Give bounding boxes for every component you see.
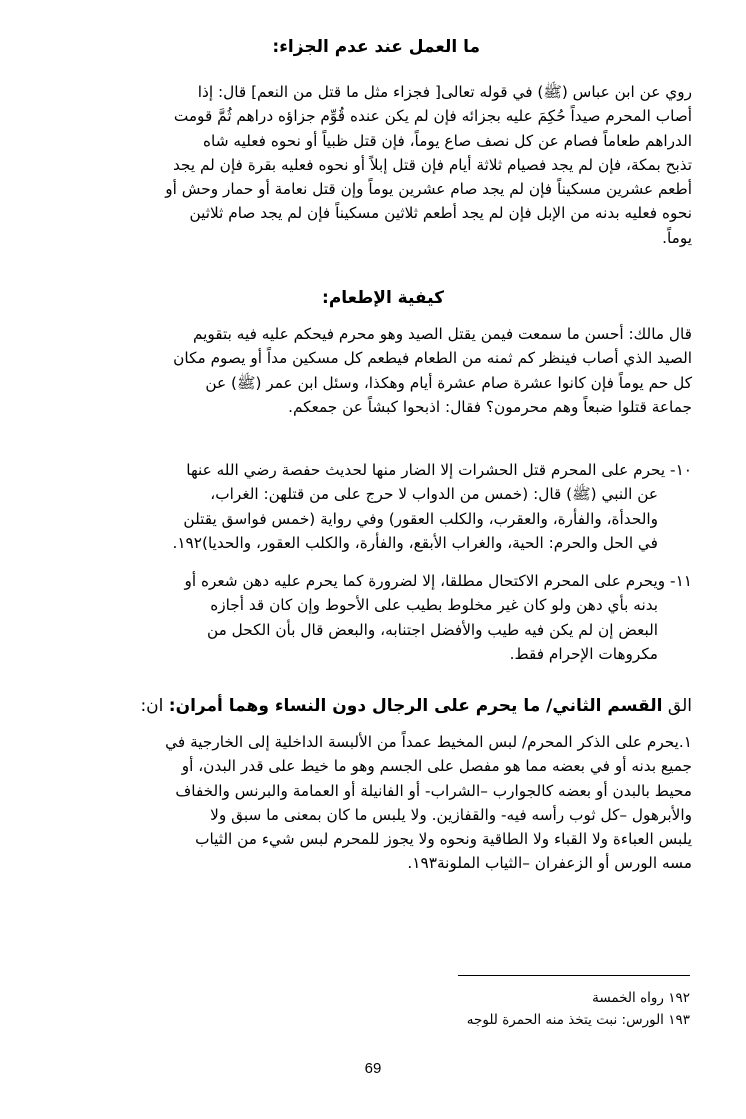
paragraph-line: أصاب المحرم صيداً حُكِمَ عليه بجزائه فإن لم يكن عنده قُوِّم جزاؤه دراهم ثُمَّ قومت — [173, 107, 692, 126]
footnote-193: ١٩٣ الورس: نبت يتخذ منه الحمرة للوجه — [466, 1012, 690, 1028]
paragraph-line: يلبس العباءة ولا القباء ولا الطاقية ونحوه ولا يجوز للمحرم لبس شيء من الثياب — [195, 830, 692, 849]
paragraph-line: البعض إن لم يكن فيه طيب والأفضل اجتنابه، والبعض قال بأن الكحل من — [206, 620, 658, 639]
footnote-192: ١٩٢ رواه الخمسة — [592, 990, 690, 1006]
paragraph-line: كل حم يوماً فإن كانوا عشرة صام عشرة أيام وهكذا، وسئل ابن عمر (ﷺ) عن — [205, 373, 692, 392]
paragraph-line: جماعة قتلوا ضبعاً وهم محرمون؟ فقال: اذبحوا كبشاً عن جمعكم. — [288, 397, 692, 416]
page-number: 69 — [364, 1060, 382, 1077]
paragraph-line: نحوه فعليه بدنه من الإبل فإن لم يجد أطعم ثلاثين مسكيناً فإن لم يجد صام ثلاثين — [189, 204, 692, 223]
section-heading-no-penalty: ما العمل عند عدم الجزاء: — [272, 37, 480, 57]
paragraph-line: في الحل والحرم: الحية، والغراب الأبقع، والفأرة، والكلب العقور، والحديا)١٩٢. — [172, 533, 658, 552]
paragraph-line: بدنه بأي دهن ولو كان غير مخلوط بطيب على الأحوط وإن كان قد أجازه — [210, 596, 658, 615]
paragraph-line: يوماً. — [662, 228, 692, 247]
subsection-prefix: الق — [667, 696, 692, 716]
paragraph-line: ١١- ويحرم على المحرم الاكتحال مطلقا، إلا لضرورة كما يحرم عليه دهن شعره أو — [184, 572, 692, 590]
numbered-item-10 — [52, 458, 692, 555]
numbered-item-11 — [52, 569, 692, 666]
paragraph-line: مكروهات الإحرام فقط. — [509, 644, 658, 663]
section-paragraph-feeding — [52, 322, 692, 419]
paragraph-line: تذبح بمكة، فإن لم يجد فصيام ثلاثة أيام فإن قتل إبلاً أو نحوه فعليه بقرة فإن لم يجد — [172, 155, 692, 174]
section-paragraph-no-penalty — [52, 80, 692, 250]
section-heading-feeding: كيفية الإطعام: — [322, 288, 444, 308]
subsection-heading — [140, 694, 692, 718]
subsection-suffix: ان: — [140, 696, 164, 716]
paragraph-line: روي عن ابن عباس (ﷺ) في قوله تعالى[ فجزاء مثل ما قتل من النعم] قال: إذا — [197, 83, 692, 101]
paragraph-line: ١.يحرم على الذكر المحرم/ لبس المخيط عمداً من الألبسة الداخلية إلى الخارجية في — [165, 733, 692, 751]
paragraph-line: محيط بالبدن أو بعضه كالجوارب –الشراب- أو الفانيلة أو العمامة والبرنس والخفاف — [175, 781, 692, 800]
paragraph-line: مسه الورس أو الزعفران –الثياب الملونة١٩٣. — [407, 854, 692, 873]
paragraph-line: جميع بدنه أو في بعضه مما هو مفصل على الجسم وهو ما خيط على قدر البدن، أو — [181, 757, 692, 776]
paragraph-line: الدراهم طعاماً فصام عن كل نصف صاع يوماً، فإن قتل ظبياً أو نحوه فعليه شاه — [203, 131, 692, 150]
paragraph-line: الصيد الذي أصاب فينظر كم ثمنه من الطعام فيطعم كل مسكين مداً أو يصوم مكان — [173, 349, 692, 368]
paragraph-line: والحدأة، والفأرة، والعقرب، والكلب العقور) وفي رواية (خمس فواسق يقتلن — [183, 509, 658, 528]
paragraph-line: ١٠- يحرم على المحرم قتل الحشرات إلا الضار منها لحديث حفصة رضي الله عنها — [186, 461, 692, 479]
paragraph-line: أطعم عشرين مسكيناً فإن لم يجد صام عشرين يوماً وإن قتل نعامة أو حمار وحش أو — [165, 180, 692, 199]
section-paragraph-sewn-clothing — [52, 730, 692, 876]
paragraph-line: عن النبي (ﷺ) قال: (خمس من الدواب لا حرج على من قتلهن: الغراب، — [210, 485, 658, 504]
paragraph-line: والأبرهول –كل ثوب رأسه فيه- والقفازين. ولا يلبس ما كان بمعنى ما سبق ولا — [210, 805, 692, 824]
subsection-title: القسم الثاني/ ما يحرم على الرجال دون النساء وهما أمران: — [168, 696, 663, 716]
paragraph-line: قال مالك: أحسن ما سمعت فيمن يقتل الصيد وهو محرم فيحكم عليه فيه بتقويم — [192, 325, 692, 343]
footnote-separator — [458, 975, 690, 976]
